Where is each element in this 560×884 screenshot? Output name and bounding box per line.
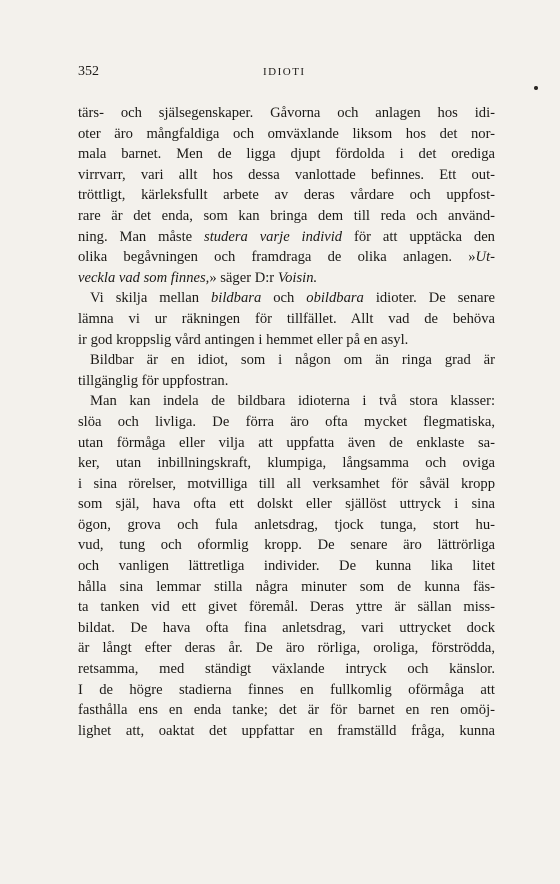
text-line <box>78 268 495 289</box>
text-line: I de högre stadierna finnes en fullkomlig oförmåga att <box>78 681 495 698</box>
text-line: bildat. De hava ofta fina anletsdrag, vari uttrycket dock <box>78 619 495 636</box>
text-line: retsamma, med ständigt växlande intryck och känslor. <box>78 661 495 678</box>
body-text <box>78 103 495 741</box>
text-span: ning. Man måste <box>78 228 205 245</box>
text-span: idioter. De senare <box>363 290 495 307</box>
text-line: Bildbar är en idiot, som i någon om än ringa grad är <box>90 352 495 369</box>
text-line <box>78 288 495 309</box>
text-line <box>78 247 495 268</box>
text-span: och <box>261 290 307 307</box>
text-line: är långt efter deras år. De äro rörliga, oroliga, förströdda, <box>78 640 495 657</box>
text-span: för att upptäcka den <box>342 228 495 245</box>
italic-span: obildbara <box>306 290 364 307</box>
italic-span: studera varje individ <box>204 228 343 245</box>
text-line: tärs- och själsegenskaper. Gåvorna och anlagen hos idi- <box>78 105 495 121</box>
italic-span: Voisin. <box>277 269 318 286</box>
text-line: oter äro mångfaldiga och omväxlande liksom hos det nor- <box>78 125 495 142</box>
text-line: hålla sina lemmar stilla några minuter som de kunna fäs- <box>78 578 495 595</box>
text-line: slöa och livliga. De förra äro ofta mycket flegmatiska, <box>78 413 495 430</box>
text-line: lighet att, oaktat det uppfattar en framställd fråga, kunna <box>78 722 495 739</box>
text-span: » säger D:r <box>209 269 278 286</box>
page-header <box>78 64 498 86</box>
text-line: och vanligen lättretliga individer. De kunna lika litet <box>78 558 495 575</box>
page-number: 352 <box>78 64 99 79</box>
text-line: i sina rörelser, motvilliga till all verksamhet för såväl kropp <box>78 475 495 492</box>
italic-span: veckla vad som finnes, <box>78 269 210 286</box>
text-line: tillgänglig för uppfostran. <box>78 372 229 389</box>
text-line: tröttligt, kärleksfullt arbete av deras vårdare och uppfost- <box>78 187 495 204</box>
text-span: Vi skilja mellan <box>90 290 211 307</box>
text-line: som själ, hava ofta ett dolskt eller själlöst uttryck i sina <box>78 496 495 513</box>
italic-span: bildbara <box>210 290 262 307</box>
text-line: utan förmåga eller vilja att uppfatta även de enklaste sa- <box>78 434 495 451</box>
ink-dot <box>534 86 538 90</box>
text-line: ta tanken vid ett givet föremål. Deras yttre är sällan miss- <box>78 599 495 616</box>
text-line: ker, utan inbillningskraft, klumpiga, långsamma och oviga <box>78 455 495 472</box>
text-line: Man kan indela de bildbara idioterna i två stora klasser: <box>90 393 495 410</box>
text-line: lämna vi ur räkningen för tillfället. Allt vad de behöva <box>78 310 495 327</box>
text-line: virrvarr, vari allt hos dessa vanlottade befinnes. Ett out- <box>78 166 495 183</box>
text-line: mala barnet. Men de ligga djupt fördolda i det orediga <box>78 146 495 163</box>
text-line: vud, tung och oformlig kropp. De senare äro lättrörliga <box>78 537 495 554</box>
text-line <box>78 227 495 248</box>
text-line: rare är det enda, som kan bringa dem till reda och använd- <box>78 207 495 224</box>
text-line: ögon, grova och fula anletsdrag, tjock tunga, stort hu- <box>78 516 495 533</box>
running-head: IDIOTI <box>263 66 306 78</box>
text-line: ir god kroppslig vård antingen i hemmet eller på en asyl. <box>78 331 409 348</box>
text-line: fasthålla ens en enda tanke; det är för barnet en ren omöj- <box>78 702 495 719</box>
text-span: olika begåvningen och framdraga de olika anlagen. » <box>78 249 476 266</box>
italic-span: Ut- <box>475 249 495 266</box>
